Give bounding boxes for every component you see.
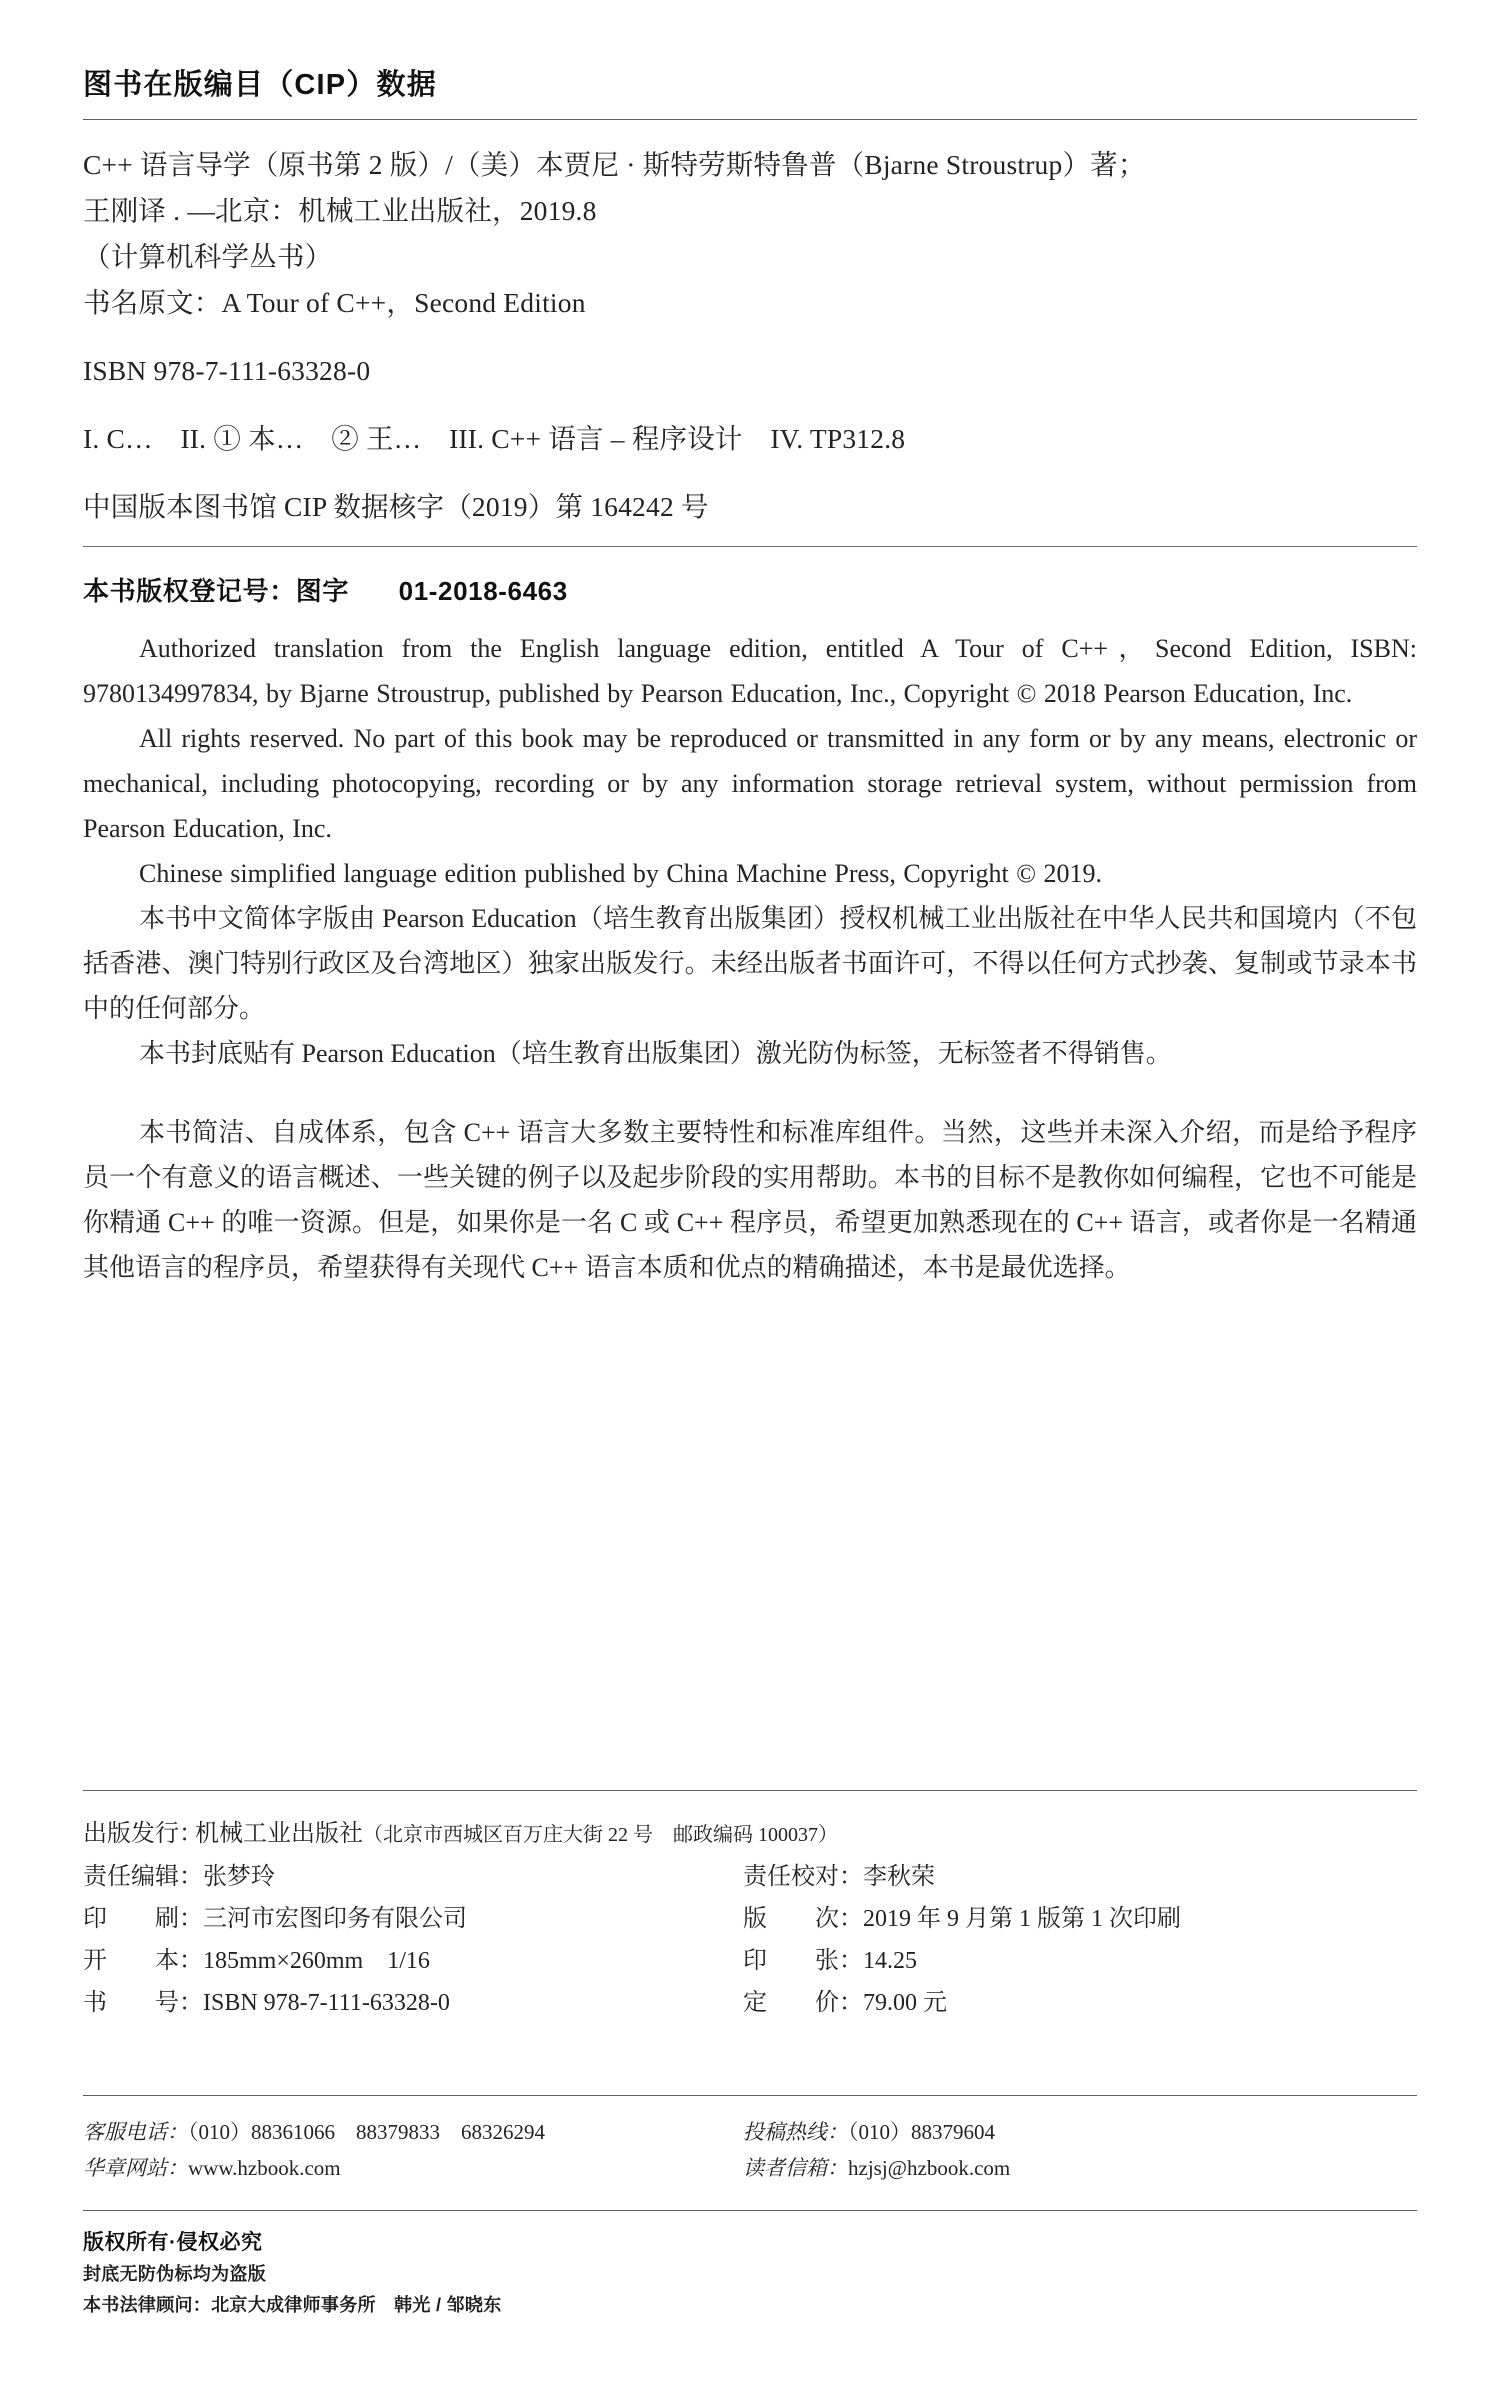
contact-row-web [83, 2150, 1417, 2186]
cip-body [83, 142, 1417, 530]
divider-under-cip-heading [83, 119, 1417, 120]
divider-above-imprint [83, 1790, 1417, 1791]
imprint-value-printer: 三河市宏图印务有限公司 [203, 1906, 467, 1932]
cip-line-series: （计算机科学丛书） [83, 241, 333, 272]
contact-row-phone [83, 2114, 1417, 2150]
contact-label-submission-hotline: 投稿热线： [743, 2120, 848, 2144]
imprint-label-publisher: 出版发行： [83, 1821, 203, 1847]
cip-line-original-title: 书名原文：A Tour of C++，Second Edition [83, 287, 586, 318]
imprint-label-sheets: 印 张： [743, 1948, 863, 1974]
contact-label-reader-email: 读者信箱： [743, 2156, 848, 2180]
contact-value-reader-email[interactable]: hzjsj@hzbook.com [848, 2156, 1011, 2180]
imprint-label-printer: 印 刷： [83, 1906, 203, 1932]
contact-value-submission-hotline: （010）88379604 [848, 2120, 995, 2144]
contact-cell-service-phone [83, 2114, 743, 2150]
imprint-label-format: 开 本： [83, 1948, 203, 1974]
imprint-value-publisher: 机械工业出版社 [195, 1821, 363, 1847]
cip-classification: I. C… II. ① 本… ② 王… III. C++ 语言 – 程序设计 IV. TP312.8 [83, 423, 906, 454]
contact-cell-website [83, 2150, 743, 2186]
imprint-row-printer [83, 1898, 1417, 1940]
copyright-registration-number [83, 571, 1417, 608]
imprint-value-proofreader: 李秋荣 [863, 1864, 935, 1890]
divider-under-cip-body [83, 546, 1417, 547]
imprint-table [83, 1790, 1417, 2024]
piracy-notice: 封底无防伪标均为盗版 [83, 2264, 266, 2284]
divider-above-contact [83, 2095, 1417, 2096]
contact-label-service-phone: 客服电话： [83, 2120, 188, 2144]
contact-value-service-phone: （010）88361066 88379833 68326294 [188, 2120, 545, 2144]
registration-label: 本书版权登记号：图字 [83, 576, 350, 606]
legal-counsel: 本书法律顾问：北京大成律师事务所 韩光 / 邹晓东 [83, 2295, 502, 2315]
imprint-row-format [83, 1940, 1417, 1982]
imprint-value-isbn: ISBN 978-7-111-63328-0 [203, 1990, 450, 2016]
imprint-row-publisher [83, 1813, 1417, 1856]
imprint-cell-format [83, 1940, 743, 1982]
imprint-row-isbn [83, 1982, 1417, 2024]
notice-chinese-edition-english: Chinese simplified language edition published by China Machine Press, Copyright © 2019. [139, 859, 1103, 888]
imprint-cell-editor [83, 1856, 743, 1898]
imprint-cell-price [743, 1982, 1417, 2024]
book-description: 本书简洁、自成体系，包含 C++ 语言大多数主要特性和标准库组件。当然，这些并未深入介绍，而是给予程序员一个有意义的语言概述、一些关键的例子以及起步阶段的实用帮助。本书的目标不是教你如何编程，它也不可能是你精通 C++ 的唯一资源。但是，如果你是一名 C 或 C++ 程序员，希望更加熟悉现在的 C++ 语言，或者你是一名精通其他语言的程序员，希望获得有关现代 C++ 语言本质和优点的精确描述，本书是最优选择。 [83, 1118, 1417, 1282]
imprint-value-editor: 张梦玲 [203, 1864, 275, 1890]
cip-line-publisher: 王刚译 . —北京：机械工业出版社，2019.8 [83, 195, 597, 226]
cip-section [83, 0, 1417, 1290]
notice-all-rights-reserved: All rights reserved. No part of this book may be reproduced or transmitted in any form or by any means, electronic or mechanical, including photocopying, recording or by any information storage retrieval system, without permission from Pearson Education, Inc. [83, 724, 1417, 843]
cip-number: 中国版本图书馆 CIP 数据核字（2019）第 164242 号 [83, 491, 709, 522]
contact-block [83, 2095, 1417, 2186]
cip-heading: 图书在版编目（CIP）数据 [83, 69, 437, 101]
imprint-cell-isbn [83, 1982, 743, 2024]
notice-chinese-edition-chinese: 本书中文简体字版由 Pearson Education（培生教育出版集团）授权机械工业出版社在中华人民共和国境内（不包括香港、澳门特别行政区及台湾地区）独家出版发行。未经出版者书面许可，不得以任何方式抄袭、复制或节录本书中的任何部分。 [83, 904, 1417, 1023]
imprint-label-edition: 版 次： [743, 1906, 863, 1932]
imprint-value-format: 185mm×260mm 1/16 [203, 1948, 430, 1974]
imprint-value-edition: 2019 年 9 月第 1 版第 1 次印刷 [863, 1906, 1181, 1932]
imprint-row-editor [83, 1856, 1417, 1898]
notice-anti-counterfeit: 本书封底贴有 Pearson Education（培生教育出版集团）激光防伪标签，无标签者不得销售。 [139, 1039, 1172, 1068]
imprint-label-editor: 责任编辑： [83, 1864, 203, 1890]
footer-block [83, 2210, 1417, 2321]
contact-value-website[interactable]: www.hzbook.com [188, 2156, 341, 2180]
imprint-label-proofreader: 责任校对： [743, 1864, 863, 1890]
contact-label-website: 华章网站： [83, 2156, 188, 2180]
imprint-label-isbn: 书 号： [83, 1990, 203, 2016]
imprint-value-sheets: 14.25 [863, 1948, 917, 1974]
imprint-cell-publisher [83, 1813, 838, 1856]
copyright-warning: 版权所有·侵权必究 [83, 2231, 263, 2254]
imprint-publisher-address: （北京市西城区百万庄大街 22 号 邮政编码 100037） [363, 1824, 838, 1846]
imprint-value-price: 79.00 元 [863, 1990, 947, 2016]
imprint-cell-proofreader [743, 1856, 1417, 1898]
cip-isbn: ISBN 978-7-111-63328-0 [83, 355, 371, 386]
cip-line-author: C++ 语言导学（原书第 2 版）/（美）本贾尼 · 斯特劳斯特鲁普（Bjarne Stroustrup）著； [83, 149, 1146, 180]
imprint-label-price: 定 价： [743, 1990, 863, 2016]
imprint-cell-edition [743, 1898, 1417, 1940]
divider-above-footer [83, 2210, 1417, 2211]
imprint-cell-printer [83, 1898, 743, 1940]
notice-authorized-translation: Authorized translation from the English language edition, entitled A Tour of C++，Second Edition, ISBN: 9780134997834, by Bjarne Stroustrup, published by Pearson Education, Inc., Copyright © 2018 Pearson Education, Inc. [83, 634, 1417, 708]
contact-cell-reader-email [743, 2150, 1417, 2186]
imprint-cell-sheets [743, 1940, 1417, 1982]
contact-cell-submission-hotline [743, 2114, 1417, 2150]
registration-value: 01-2018-6463 [398, 576, 568, 606]
